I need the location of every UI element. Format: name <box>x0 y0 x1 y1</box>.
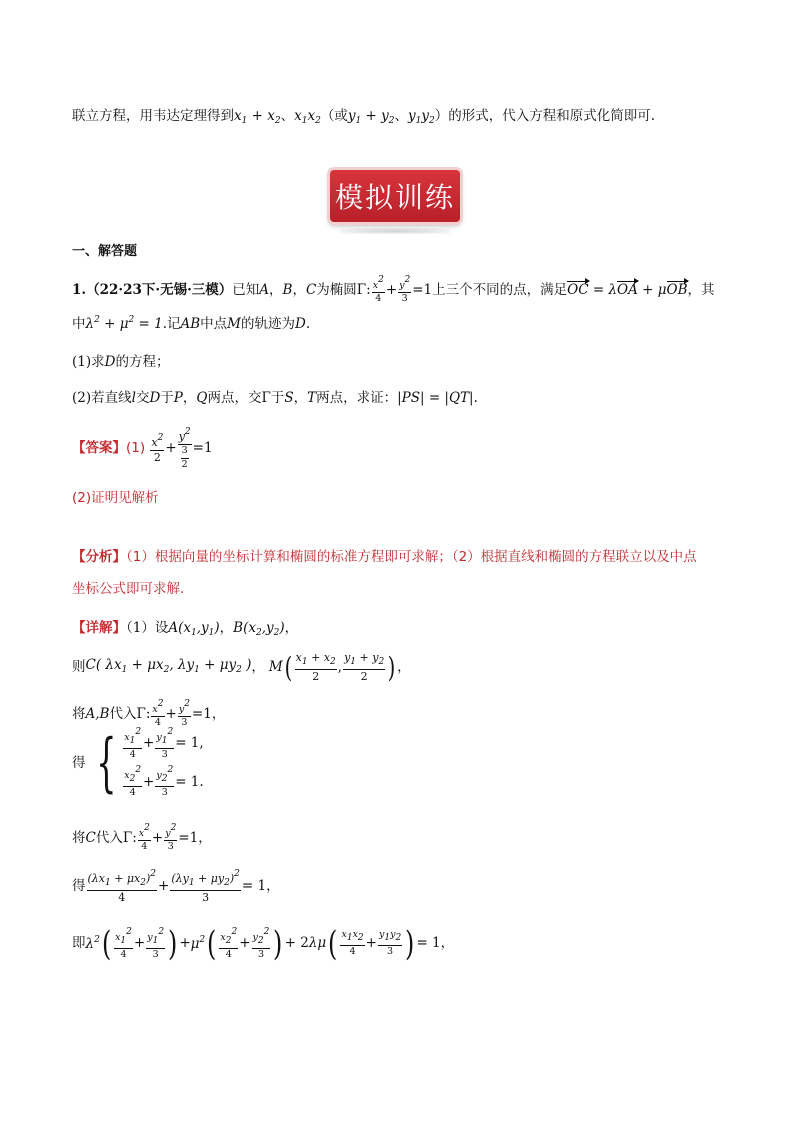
point-M-label: M <box>268 658 283 675</box>
math-x1-plus-x2: $x_1 + x_2$ <box>234 108 281 126</box>
line-l: l <box>131 390 136 406</box>
analysis-label: 【分析】 <box>72 549 126 565</box>
system-eq-1: $\frac{x12}{4}$ + $\frac{y12}{3}$ = 1, <box>124 727 204 760</box>
sep-2: 、 <box>394 108 408 124</box>
intro-text-2: 的形式，代入方程和原式化简即可. <box>448 108 656 124</box>
q1-prefix: (1)求 <box>72 354 105 370</box>
step3-mid: 代入 <box>109 705 137 722</box>
answer-label: 【答案】 <box>72 440 126 457</box>
system-eq-2: $\frac{x22}{4}$ + $\frac{y22}{3}$ = 1. <box>124 765 204 799</box>
comma: ， <box>251 658 265 675</box>
comma: ， <box>266 878 280 895</box>
detail-step-1 <box>72 622 298 638</box>
answer-line-2: (2)证明见解析 <box>72 490 159 506</box>
point-Q: Q <box>196 390 208 406</box>
problem-stem-line-2 <box>72 316 310 332</box>
comma: ， <box>219 620 234 636</box>
banner-title: 模拟训练 <box>334 181 455 214</box>
q2-prefix: (2)若直线 <box>72 390 132 406</box>
answer-part-1: (1) <box>126 440 146 457</box>
q2-b: 于 <box>160 390 174 406</box>
lambda-mu-condition: $\lambda^2 + \mu^2 = 1$ <box>85 315 163 332</box>
comma: ， <box>397 658 411 675</box>
problem-number: 1. <box>72 281 87 298</box>
point-C: C <box>85 829 96 846</box>
segment-AB: AB <box>180 316 201 332</box>
gamma-symbol: Γ <box>136 705 146 722</box>
comma: ， <box>211 705 226 722</box>
points-A-B: A,B <box>85 705 110 722</box>
analysis-line-1 <box>72 551 697 565</box>
point-S: S <box>284 390 294 406</box>
problem-source: （22·23下·无锡·三模） <box>86 281 233 298</box>
gamma-symbol: Γ <box>122 829 133 846</box>
detail-step-5: 将 C 代入 Γ : $\frac{x2}{4}$ + $\frac{y2}{3}$ =1 ， <box>72 823 212 853</box>
point-T: T <box>307 390 317 406</box>
point-B: B <box>282 281 293 298</box>
detail-label: 【详解】 <box>72 620 126 636</box>
math-x1x2: $x_1x_2$ <box>294 108 321 126</box>
stem-2: 为椭圆 <box>316 281 357 298</box>
point-C-coords: C( $\lambda x_1 + \mu x_2$, $\lambda y_1 + \mu y_2$ ) <box>85 657 252 676</box>
answer-line-1 <box>72 428 213 470</box>
detail-step-7: 即 $\lambda^2$ ( $\frac{x12}{4}$ + $\frac{y12}{3}$ ) + $\mu^2$ ( $\frac{x22}{4}$ + $\frac{y22}{3}$ ) + 2 λμ ( $\frac{x1x2}{4}$ + $\frac{y1y2}{3}$ ) = 1 ， <box>72 923 455 964</box>
math-y1-plus-y2: $y_1 + y_2$ <box>347 108 395 126</box>
q2-d: 两点，求证： <box>316 390 398 406</box>
stem-7: 中点 <box>200 316 228 332</box>
period: . <box>473 390 478 406</box>
curve-D: D <box>104 354 116 370</box>
intro-line <box>72 110 655 126</box>
stem-8: 的轨迹为 <box>240 316 295 332</box>
stem-4: ，其 <box>687 281 715 298</box>
point-A-coords: $A(x_1,y_1)$ <box>168 620 220 638</box>
curve-D: D <box>294 316 306 332</box>
vector-equation: OC = λOA + μOB <box>567 281 688 298</box>
point-P: P <box>173 390 183 406</box>
sep-1: 、 <box>280 108 295 124</box>
section-heading: 一、解答题 <box>72 244 138 259</box>
step6-prefix: 得 <box>72 878 86 895</box>
question-1 <box>72 356 169 370</box>
comma: ， <box>182 390 197 406</box>
comma: ， <box>284 620 299 636</box>
term-3: ( $\frac{x1x2}{4}$ + $\frac{y1y2}{3}$ ) <box>328 923 415 964</box>
detail-step-2 <box>72 652 411 683</box>
period: . <box>305 316 311 332</box>
stem-6: .记 <box>162 316 181 332</box>
step1-prefix: （1）设 <box>126 620 169 636</box>
paren-close: ） <box>434 108 449 124</box>
term-2: ( $\frac{x22}{4}$ + $\frac{y22}{3}$ ) <box>207 923 283 964</box>
step7-prefix: 即 <box>72 935 86 952</box>
section-banner <box>330 170 460 222</box>
stem-3: 上三个不同的点，满足 <box>432 281 568 298</box>
comma: ， <box>293 390 308 406</box>
brace: { <box>95 726 117 801</box>
ellipse-equation: : $\frac{x2}{4}$ + $\frac{y2}{3}$ =1 <box>366 275 433 305</box>
point-C: C <box>305 281 317 298</box>
intro-text-1: 联立方程，用韦达定理得到 <box>72 108 234 124</box>
point-M-coords: ( $\frac{x_1 + x_2}{2}$ , $\frac{y_1 + y_2}{2}$ ) <box>284 650 396 684</box>
term-1: ( $\frac{x12}{4}$ + $\frac{y12}{3}$ ) <box>101 923 178 964</box>
step3-prefix: 将 <box>72 705 86 722</box>
banner-shadow <box>340 228 450 234</box>
answer-equation: $\frac{x^2}{2}$ + $\frac{y^2}{\frac{3}{2}}$ =1 <box>151 427 213 470</box>
stem-5: 中 <box>72 316 86 332</box>
math-y1y2: $y_1y_2$ <box>407 108 435 126</box>
stem-1: 已知 <box>232 281 260 298</box>
point-M: M <box>227 316 241 332</box>
step4-prefix: 得 <box>72 754 86 771</box>
curve-D: D <box>149 390 161 406</box>
comma: ， <box>269 281 283 298</box>
q2-a: 交 <box>135 390 150 406</box>
detail-step-3: 将 A,B 代入 Γ : $\frac{x2}{4}$ + $\frac{y2}{3}$ =1 ， <box>72 699 226 729</box>
problem-stem-line-1 <box>72 276 715 305</box>
question-2 <box>72 392 478 406</box>
point-B-coords: $B(x_2,y_2)$ <box>233 620 285 638</box>
gamma-symbol: Γ <box>356 281 367 298</box>
comma: ， <box>198 829 212 846</box>
step5-mid: 代入 <box>95 829 123 846</box>
analysis-line-2: 坐标公式即可求解. <box>72 581 185 597</box>
comma: ， <box>292 281 306 298</box>
q1-suffix: 的方程； <box>115 354 170 370</box>
detail-step-4 <box>72 728 204 799</box>
step2-prefix: 则 <box>72 658 86 675</box>
analysis-text-1: （1）根据向量的坐标计算和椭圆的标准方程即可求解；（2）根据直线和椭圆的方程联立以及中点 <box>126 549 697 565</box>
proof-goal: |PS| = |QT| <box>397 390 474 406</box>
paren-open: （或 <box>320 108 348 124</box>
q2-c: 两点，交Γ于 <box>207 390 285 406</box>
comma: ， <box>440 935 455 952</box>
point-A: A <box>259 281 270 298</box>
detail-step-6: 得 $\frac{(\lambda x_1 + \mu x_2)^2}{4}$ + $\frac{(\lambda y_1 + \mu y_2)^2}{3}$ = 1 ， <box>72 869 280 904</box>
step5-prefix: 将 <box>72 829 86 846</box>
equation-system <box>122 728 203 799</box>
